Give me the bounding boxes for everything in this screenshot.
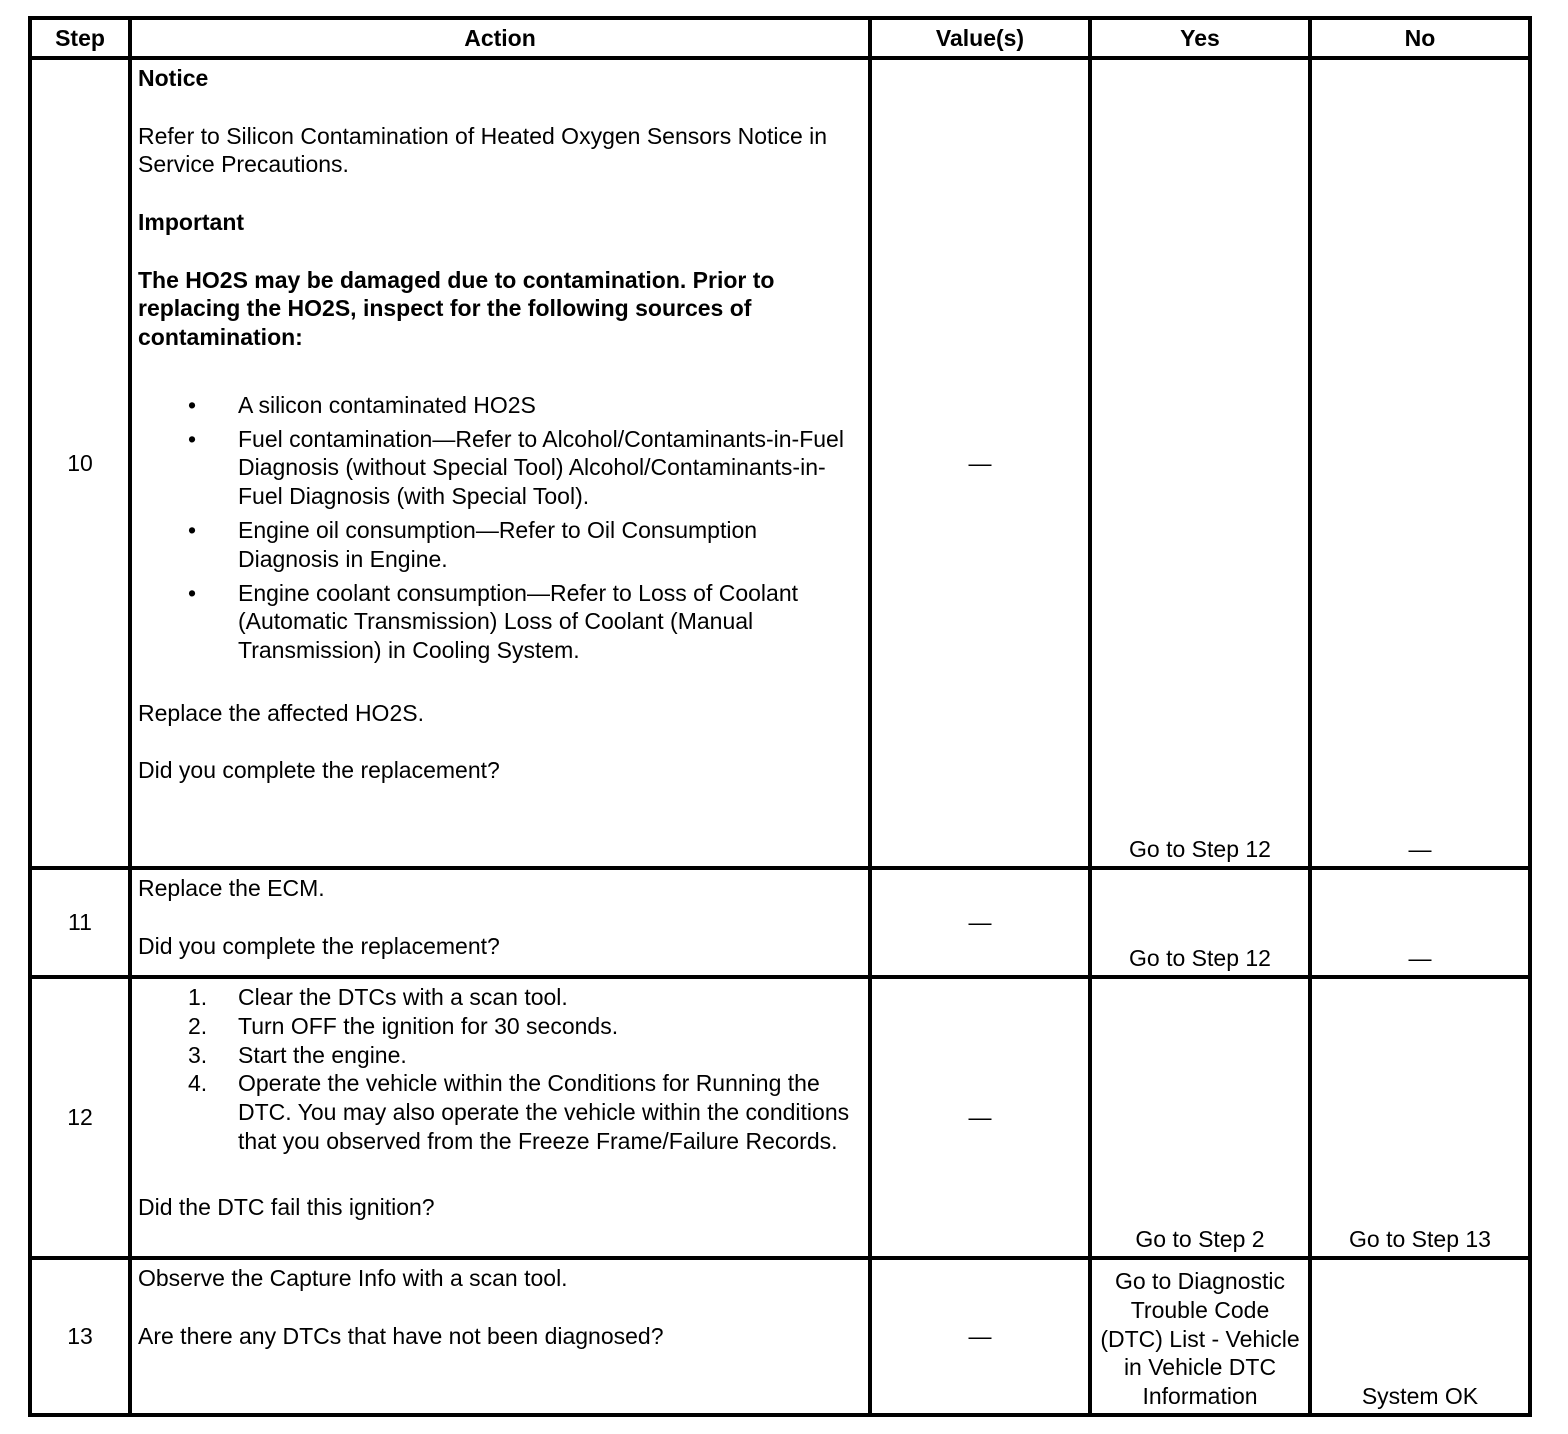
procedure-list [138,983,862,1156]
action-text: Replace the ECM. [138,875,325,901]
step-number: 13 [30,1258,130,1415]
list-item [138,1041,862,1070]
table-row-step-11 [30,868,1530,977]
yes-cell: Go to Step 12 [1090,58,1310,868]
yes-cell: Go to Step 12 [1090,868,1310,977]
list-item [138,983,862,1012]
list-number: 1. [188,984,208,1010]
action-cell [130,1258,870,1415]
question-text: Did you complete the replacement? [138,932,500,959]
table-row-step-12 [30,977,1530,1258]
list-text: Operate the vehicle within the Conditions for Running the DTC. You may also operate the vehicle within the conditions that you observed from the Freeze Frame/Failure Records. [238,1070,850,1154]
list-number: 4. [188,1070,208,1097]
yes-cell: Go to Diagnostic Trouble Code (DTC) List - Vehicle in Vehicle DTC Information [1090,1258,1310,1415]
step-number: 12 [30,977,130,1258]
value-cell: — [870,868,1090,977]
table-row-step-13 [30,1258,1530,1415]
list-text: Clear the DTCs with a scan tool. [238,984,568,1010]
header-step: Step [30,18,130,58]
list-item: • Engine oil consumption—Refer to Oil Consumption Diagnosis in Engine. [138,516,862,574]
action-cell [130,58,870,868]
action-cell [130,868,870,977]
list-item: • Fuel contamination—Refer to Alcohol/Contaminants-in-Fuel Diagnosis (without Special Tool) Alcohol/Contaminants-in-Fuel Diagnosis (with Special Tool). [138,425,862,511]
contamination-list [138,391,862,665]
notice-text: Refer to Silicon Contamination of Heated Oxygen Sensors Notice in Service Precautions. [138,122,828,178]
notice-title: Notice [138,65,209,91]
list-item: • A silicon contaminated HO2S [138,391,862,420]
list-item [138,1012,862,1041]
step-number: 11 [30,868,130,977]
no-cell: System OK [1310,1258,1530,1415]
value-cell: — [870,1258,1090,1415]
header-action: Action [130,18,870,58]
header-row [30,18,1530,58]
important-title: Important [138,208,245,235]
value-cell: — [870,977,1090,1258]
action-cell [130,977,870,1258]
no-cell: Go to Step 13 [1310,977,1530,1258]
list-item [138,1069,862,1155]
list-item: • Engine coolant consumption—Refer to Loss of Coolant (Automatic Transmission) Loss of Coolant (Manual Transmission) in Cooling System. [138,579,862,665]
table-row-step-10 [30,58,1530,868]
header-yes: Yes [1090,18,1310,58]
important-text: The HO2S may be damaged due to contamination. Prior to replacing the HO2S, inspect for the following sources of contamination: [138,266,775,351]
list-text: Start the engine. [238,1041,407,1068]
action-text: Observe the Capture Info with a scan tool. [138,1265,568,1291]
list-number: 2. [188,1012,208,1039]
question-text: Are there any DTCs that have not been diagnosed? [138,1322,664,1349]
value-cell: — [870,58,1090,868]
list-text: Turn OFF the ignition for 30 seconds. [238,1012,619,1039]
question-text: Did you complete the replacement? [138,757,500,784]
step-number: 10 [30,58,130,868]
header-values: Value(s) [870,18,1090,58]
diagnostic-table [28,16,1532,1417]
no-cell: — [1310,58,1530,868]
no-cell: — [1310,868,1530,977]
replace-text: Replace the affected HO2S. [138,699,424,726]
question-text: Did the DTC fail this ignition? [138,1193,435,1220]
header-no: No [1310,18,1530,58]
yes-cell: Go to Step 2 [1090,977,1310,1258]
list-number: 3. [188,1041,208,1068]
